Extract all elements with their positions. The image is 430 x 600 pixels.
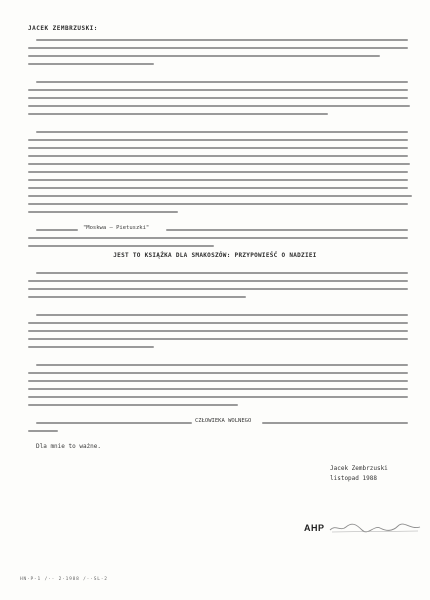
text-line [28, 147, 408, 149]
closing-line: Dla mnie to ważne. [36, 443, 102, 450]
text-line [28, 338, 408, 340]
text-line [28, 55, 380, 57]
text-line [28, 171, 408, 173]
section-heading: JEST TO KSIĄŻKA DLA SMAKOSZÓW: PRZYPOWIEŚĆ O NADZIEI [113, 252, 317, 259]
text-line [36, 422, 192, 424]
text-line [28, 280, 408, 282]
text-line [28, 288, 408, 290]
handwritten-archive-mark [328, 522, 422, 534]
text-line [36, 272, 408, 274]
text-line [36, 364, 408, 366]
signature-date: listopad 1988 [330, 475, 377, 482]
text-line [28, 388, 408, 390]
text-line [36, 131, 408, 133]
text-line [36, 81, 408, 83]
text-line [28, 113, 328, 115]
text-line [28, 63, 154, 65]
text-line [28, 187, 408, 189]
text-line [28, 203, 408, 205]
text-line [28, 330, 408, 332]
text-line [28, 380, 408, 382]
text-line [28, 346, 154, 348]
moskwa-pietuszki-fragment: "Moskwa — Pietuszki" [83, 225, 150, 231]
text-line [28, 372, 408, 374]
text-line [28, 396, 408, 398]
text-line [28, 296, 246, 298]
text-line [28, 105, 410, 107]
text-line [28, 195, 412, 197]
czlowieka-wolnego-fragment: CZŁOWIEKA WOLNEGO [195, 418, 252, 424]
text-line [166, 229, 408, 231]
text-line [28, 404, 238, 406]
text-line [28, 322, 408, 324]
text-line [28, 163, 410, 165]
text-line [28, 47, 408, 49]
text-line [28, 211, 178, 213]
archive-stamp: AHP [304, 523, 325, 533]
text-line [36, 314, 408, 316]
text-line [28, 139, 408, 141]
author-heading: JACEK ZEMBRZUSKI: [28, 25, 98, 32]
footer-code: HN·P-1 /·· 2·1988 /··SL·2 [20, 577, 108, 582]
text-line [28, 430, 58, 432]
text-line [36, 39, 408, 41]
text-line [262, 422, 408, 424]
text-line [28, 89, 408, 91]
text-line [28, 179, 408, 181]
text-line [28, 237, 408, 239]
text-line [28, 245, 214, 247]
text-line [28, 97, 408, 99]
text-line [36, 229, 78, 231]
text-line [28, 155, 408, 157]
signature-name: Jacek Zembrzuski [330, 465, 388, 472]
